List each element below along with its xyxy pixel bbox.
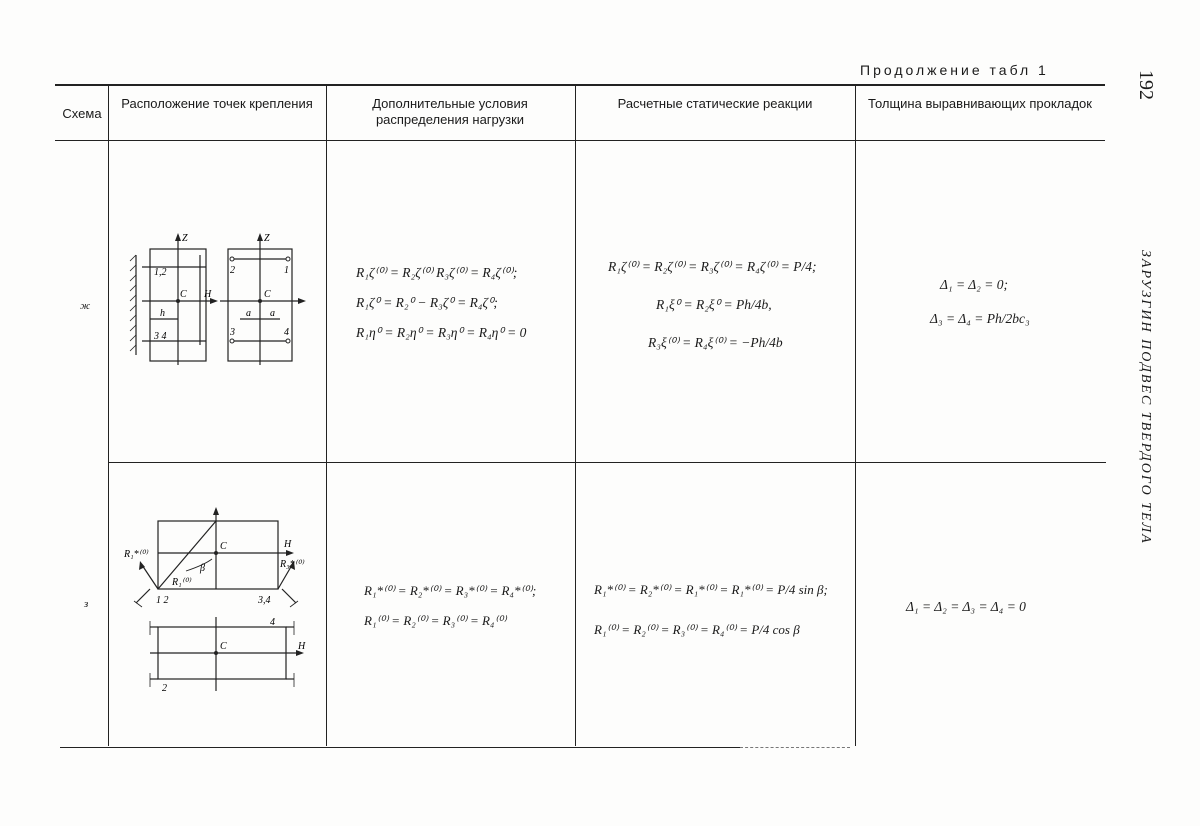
zh-label-hh: h bbox=[160, 308, 165, 319]
zh-label-c2: C bbox=[264, 289, 271, 300]
z-label-beta: β bbox=[200, 563, 205, 574]
col-divider-4 bbox=[855, 86, 856, 746]
z-label-12: 1 2 bbox=[156, 595, 169, 606]
z-label-h1: H bbox=[284, 539, 292, 550]
header-scheme: Схема bbox=[62, 106, 102, 121]
conditions-z bbox=[364, 576, 536, 636]
header-shim-thickness: Толщина выравнивающих прокладок bbox=[868, 96, 1092, 111]
col-divider-1 bbox=[108, 86, 109, 746]
running-head: ЗАРУЗГИН ПОДВЕС ТВЕРДОГО ТЕЛА bbox=[1138, 250, 1153, 545]
zh-label-c1: C bbox=[180, 289, 187, 300]
row-label-z: з bbox=[84, 598, 89, 610]
col-divider-3 bbox=[575, 86, 576, 746]
z-label-r1: R₁*⁽⁰⁾ bbox=[124, 549, 148, 560]
reaction-line: R₁ζ⁽⁰⁾ = R₂ζ⁽⁰⁾ = R₃ζ⁽⁰⁾ = R₄ζ⁽⁰⁾ = P/4; bbox=[608, 259, 817, 274]
condition-line: R₁ζ⁽⁰⁾ = R₂ζ⁽⁰⁾ R₃ζ⁽⁰⁾ = R₄ζ⁽⁰⁾; bbox=[356, 265, 518, 280]
reactions-z bbox=[594, 570, 828, 650]
row-divider bbox=[108, 462, 1106, 463]
diagram-z bbox=[120, 505, 320, 705]
z-label-c2: C bbox=[220, 641, 227, 652]
thickness-zh bbox=[930, 268, 1030, 336]
z-label-r1-0: R₁⁽⁰⁾ bbox=[172, 577, 191, 588]
zh-label-2: 2 bbox=[230, 265, 235, 276]
zh-label-4: 4 bbox=[284, 327, 289, 338]
zh-label-z1: Z bbox=[182, 233, 188, 244]
reaction-line: R₁*⁽⁰⁾ = R₂*⁽⁰⁾ = R₁*⁽⁰⁾ = R₁*⁽⁰⁾ = P/4 sin β; bbox=[594, 582, 828, 597]
reaction-line: R₁⁽⁰⁾ = R₂⁽⁰⁾ = R₃⁽⁰⁾ = R₄⁽⁰⁾ = P/4 cos β bbox=[594, 622, 800, 637]
table-top-rule bbox=[55, 84, 1105, 86]
thickness-line: Δ₁ = Δ₂ = Δ₃ = Δ₄ = 0 bbox=[906, 599, 1026, 614]
z-label-h2: H bbox=[298, 641, 306, 652]
condition-line: R₁⁽⁰⁾ = R₂⁽⁰⁾ = R₃⁽⁰⁾ = R₄⁽⁰⁾ bbox=[364, 613, 507, 628]
thickness-line: Δ₃ = Δ₄ = Ph/2bc₃ bbox=[930, 311, 1030, 326]
zh-label-h: H bbox=[204, 289, 212, 300]
col-divider-2 bbox=[326, 86, 327, 746]
zh-label-34: 3 4 bbox=[154, 331, 167, 342]
zh-label-1: 1 bbox=[284, 265, 289, 276]
header-load-conditions: Дополнительные условия распределения нагрузки bbox=[372, 96, 528, 127]
condition-line: R₁η⁰ = R₂η⁰ = R₃η⁰ = R₄η⁰ = 0 bbox=[356, 325, 527, 340]
zh-label-z2: Z bbox=[264, 233, 270, 244]
table-header-rule bbox=[55, 140, 1105, 141]
condition-line: R₁*⁽⁰⁾ = R₂*⁽⁰⁾ = R₃*⁽⁰⁾ = R₄*⁽⁰⁾; bbox=[364, 583, 537, 598]
reaction-line: R₃ξ⁽⁰⁾ = R₄ξ⁽⁰⁾ = −Ph/4b bbox=[648, 335, 783, 350]
page-number: 192 bbox=[1135, 70, 1157, 100]
z-label-2: 2 bbox=[162, 683, 167, 694]
z-label-c1: C bbox=[220, 541, 227, 552]
table-caption: Продолжение табл 1 bbox=[860, 62, 1049, 78]
row-label-zh: ж bbox=[80, 300, 91, 312]
z-label-4: 4 bbox=[270, 617, 275, 628]
header-static-reactions: Расчетные статические реакции bbox=[617, 96, 813, 111]
thickness-line: Δ₁ = Δ₂ = 0; bbox=[940, 277, 1008, 292]
conditions-zh bbox=[356, 258, 526, 348]
z-label-r3: R₃*⁽⁰⁾ bbox=[280, 559, 304, 570]
thickness-z bbox=[906, 592, 1026, 622]
reaction-line: R₁ξ⁰ = R₂ξ⁰ = Ph/4b, bbox=[656, 297, 772, 312]
condition-line: R₁ζ⁰ = R₂⁰ − R₃ζ⁰ = R₄ζ⁰; bbox=[356, 295, 498, 310]
header-attachment-points: Расположение точек крепления bbox=[121, 96, 313, 111]
zh-label-a2: a bbox=[270, 308, 275, 319]
zh-label-3: 3 bbox=[230, 327, 235, 338]
z-label-34: 3,4 bbox=[258, 595, 271, 606]
diagram-zh bbox=[120, 215, 320, 375]
table-bottom-rule-tail bbox=[740, 747, 850, 748]
zh-label-a1: a bbox=[246, 308, 251, 319]
table-bottom-rule bbox=[60, 747, 740, 748]
zh-label-12: 1,2 bbox=[154, 267, 167, 278]
reactions-zh bbox=[608, 248, 816, 362]
